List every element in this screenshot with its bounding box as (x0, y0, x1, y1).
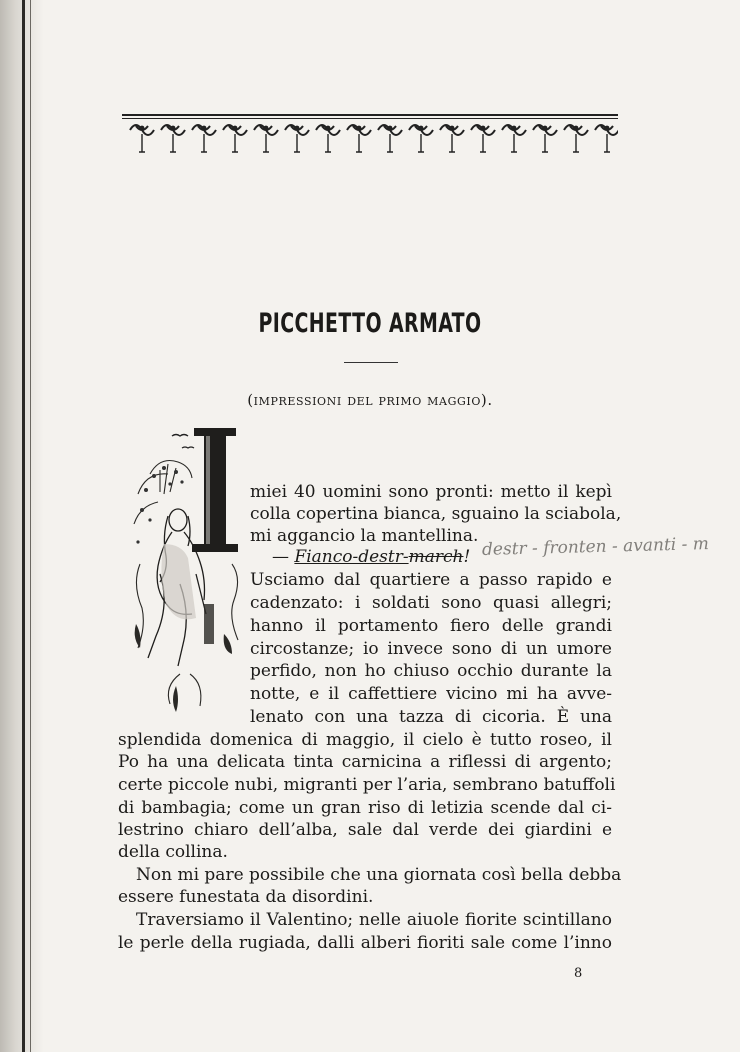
ornament-pendant (542, 134, 548, 152)
ornament-pendant (604, 134, 610, 152)
text-line: Usciamo dal quartiere a passo rapido e (250, 570, 612, 590)
ornament-pendant (232, 134, 238, 152)
text-line: essere funestata da disordini. (118, 887, 374, 907)
text-line: Traversiamo il Valentino; nelle aiuole fiorite scintillano (136, 910, 612, 930)
text-line: Non mi pare possibile che una giornata così bella debba (136, 865, 622, 885)
chapter-subtitle: (impressioni del primo maggio). (247, 391, 493, 409)
ornament-dot (357, 126, 362, 131)
command-dash: — (272, 547, 289, 567)
chapter-title: PICCHETTO ARMATO (258, 308, 482, 339)
title-rule (344, 362, 398, 363)
ornament-pendant (387, 134, 393, 152)
ornament-dot (419, 126, 424, 131)
command-line (272, 547, 470, 567)
ornament-pendant (294, 134, 300, 152)
text-line: circostanze; io invece sono di un umore (250, 639, 612, 659)
ornament-dot (481, 126, 486, 131)
text-line: miei 40 uomini sono pronti: metto il kepì (250, 482, 612, 502)
ornament-pendant (511, 134, 517, 152)
ornament-dot (233, 126, 238, 131)
ornament-pendant (325, 134, 331, 152)
text-line: lestrino chiaro dell’alba, sale dal verde dei giardini e (118, 820, 612, 840)
ornament-pendant (263, 134, 269, 152)
ornament-dot (326, 126, 331, 131)
ornament-dot (388, 126, 393, 131)
handwritten-annotation: destr - fronten - avanti - m (481, 534, 710, 560)
binding-edge (22, 0, 25, 1052)
ornament-dot (264, 126, 269, 131)
ornament-pendant (139, 134, 145, 152)
header-ornament (122, 112, 618, 162)
ornament-dot (140, 126, 145, 131)
ornament-pendant (418, 134, 424, 152)
command-march-struck: march (408, 547, 464, 567)
text-line: Po ha una delicata tinta carnicina a riflessi di argento; (118, 752, 612, 772)
text-line: hanno il portamento fiero delle grandi (250, 616, 612, 636)
ornament-pendant (356, 134, 362, 152)
text-line: splendida domenica di maggio, il cielo è tutto roseo, il (118, 730, 612, 750)
ornament-dot (202, 126, 207, 131)
ornament-dot (605, 126, 610, 131)
illustrated-drop-cap (120, 424, 244, 714)
ornament-pendant (449, 134, 455, 152)
ornament-dot (450, 126, 455, 131)
ornament-dot (295, 126, 300, 131)
text-line: della collina. (118, 842, 228, 862)
ornament-pendant (573, 134, 579, 152)
command-fianco: Fianco-destr- (294, 547, 409, 567)
text-line: notte, e il caffettiere vicino mi ha avve- (250, 684, 612, 704)
binding-edge-inner (30, 0, 31, 1052)
text-line: perfido, non ho chiuso occhio durante la (250, 661, 612, 681)
text-line: lenato con una tazza di cicoria. È una (250, 707, 612, 727)
ornament-pendant (201, 134, 207, 152)
text-line: le perle della rugiada, dalli alberi fioriti sale come l’inno (118, 933, 612, 953)
text-line: di bambagia; come un gran riso di letizia scende dal ci- (118, 798, 612, 818)
ornament-dot (574, 126, 579, 131)
ornament-pendant (170, 134, 176, 152)
command-excl: ! (463, 547, 471, 567)
text-line: colla copertina bianca, sguaino la sciabola, (250, 504, 622, 524)
ornament-dot (543, 126, 548, 131)
ornament-dot (171, 126, 176, 131)
text-line: certe piccole nubi, migranti per l’aria, sembrano batuffoli (118, 775, 616, 795)
ornament-pendant (480, 134, 486, 152)
text-line: cadenzato: i soldati sono quasi allegri; (250, 593, 612, 613)
text-line: mi aggancio la mantellina. (250, 526, 479, 546)
page-number: 8 (574, 966, 583, 981)
ornament-dot (512, 126, 517, 131)
